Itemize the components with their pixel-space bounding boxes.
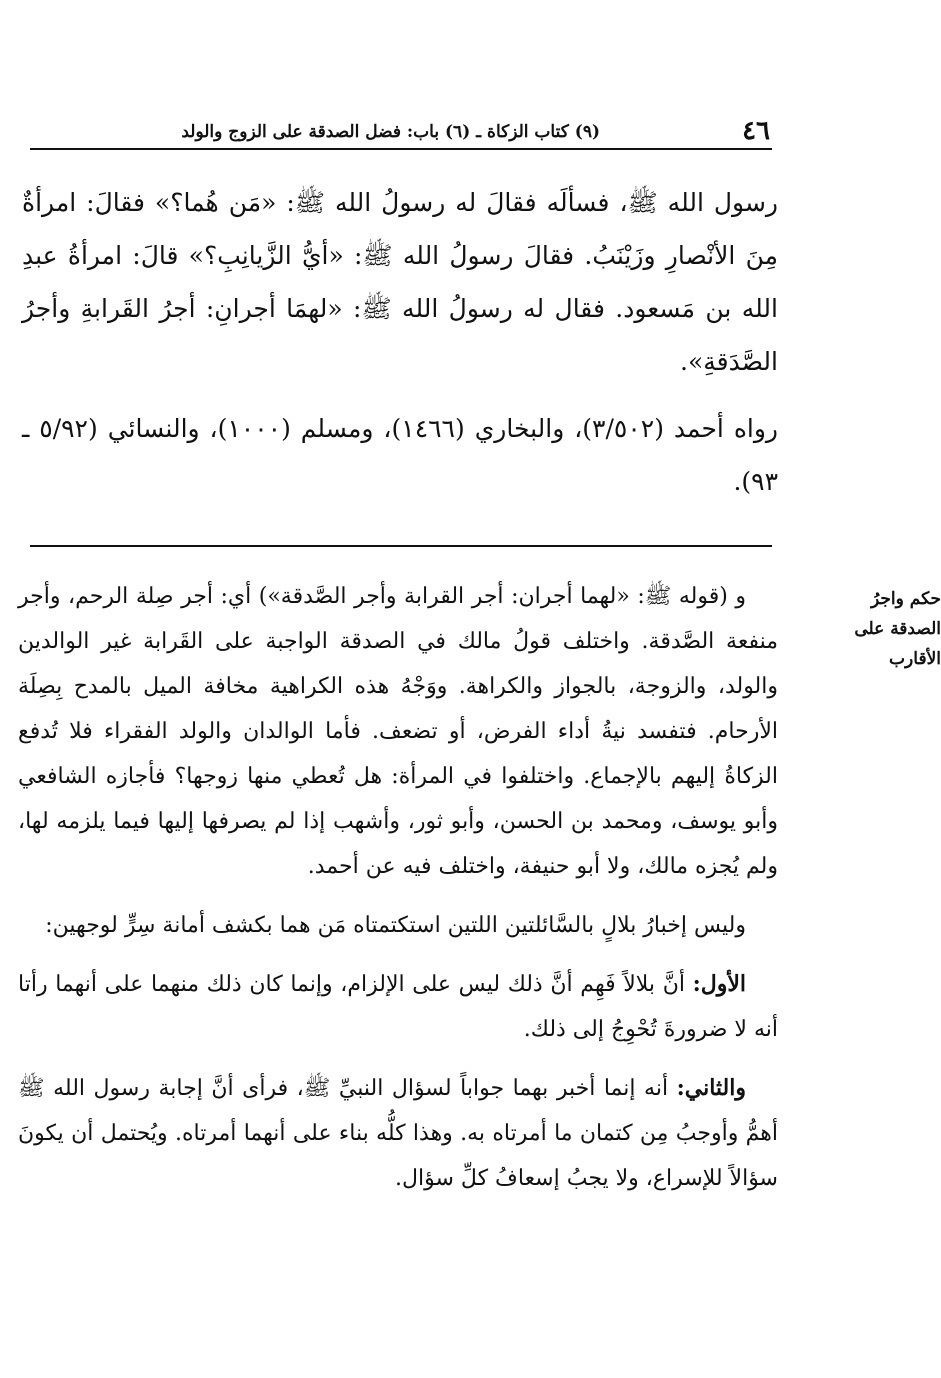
page-number: ٤٦ <box>742 116 770 146</box>
first-reason-text: أنَّ بلالاً فَهِم أنَّ ذلك ليس على الإلزام، وإنما كان ذلك منهما على أنهما رأتا أنه لا ضرورةَ تُحْوِجُ إلى ذلك. <box>18 972 778 1042</box>
commentary-paragraph-4 <box>18 1066 778 1201</box>
hadith-text: رسول الله ﷺ، فسألَه فقالَ له رسولُ الله ﷺ: «مَن هُما؟» فقالَ: امرأةٌ مِنَ الأنْصارِ وزَيْنَبُ. فقالَ رسولُ الله ﷺ: «أيُّ الزَّيانِبِ؟» قالَ: امرأةُ عبدِ الله بن مَسعود. فقال له رسولُ الله ﷺ: «لهمَا أجرانِ: أجرُ القَرابةِ وأجرُ الصَّدَقةِ». <box>22 188 778 376</box>
commentary-paragraph-1: و (قوله ﷺ: «لهما أجران: أجر القرابة وأجر الصَّدقة») أي: أجر صِلة الرحم، وأجر منفعة الصَّدقة. واختلف قولُ مالك في الصدقة الواجبة على القَرابة غير الوالدين والولد، والزوجة، بالجواز والكراهة. ووَجْهُ هذه الكراهية مخافة الميل بالمدح بِصِلَة الأرحام. فتفسد نيةُ أداء الفرض، أو تضعف. فأما الوالدان والولد الفقراء فلا تُدفع الزكاةُ إليهم بالإجماع. واختلفوا في المرأة: هل تُعطي منها زوجها؟ فأجازه الشافعي وأبو يوسف، ومحمد بن الحسن، وأبو ثور، وأشهب إذا لم يصرفها إليها فيما يلزمه لها، ولم يُجزه مالك، ولا أبو حنيفة، واختلف فيه عن أحمد. <box>18 584 778 879</box>
second-reason-text: أنه إنما أخبر بهما جواباً لسؤال النبيِّ ﷺ، فرأى أنَّ إجابة رسول الله ﷺ أهمُّ وأوجبُ مِن كتمان ما أمرتاه به. وهذا كلُّه بناء على أنهما أمرتاه. ويُحتمل أن يكونَ سؤالاً للإسراع، ولا يجبُ إسعافُ كلِّ سؤال. <box>18 1076 778 1191</box>
page-header <box>30 112 770 148</box>
header-divider <box>30 148 772 150</box>
commentary-paragraph-2: وليس إخبارُ بلالٍ بالسَّائلتين اللتين استكتمتاه مَن هما بكشف أمانة سِرٍّ لوجهين: <box>45 913 746 938</box>
commentary-paragraph-3 <box>18 962 778 1052</box>
hadith-source-citation: رواه أحمد (٣/٥٠٢)، والبخاري (١٤٦٦)، ومسلم (١٠٠٠)، والنسائي (٥/٩٢ ـ ٩٣). <box>22 414 779 496</box>
second-reason-label: والثاني: <box>676 1075 746 1101</box>
commentary-section <box>18 574 778 1215</box>
first-reason-label: الأول: <box>692 971 746 997</box>
running-title: (٩) كتاب الزكاة ـ (٦) باب: فضل الصدقة على الزوج والولد <box>181 122 600 142</box>
margin-heading: حكم واجرُ الصدقة على الأقارب <box>854 589 941 669</box>
section-divider <box>30 545 772 547</box>
